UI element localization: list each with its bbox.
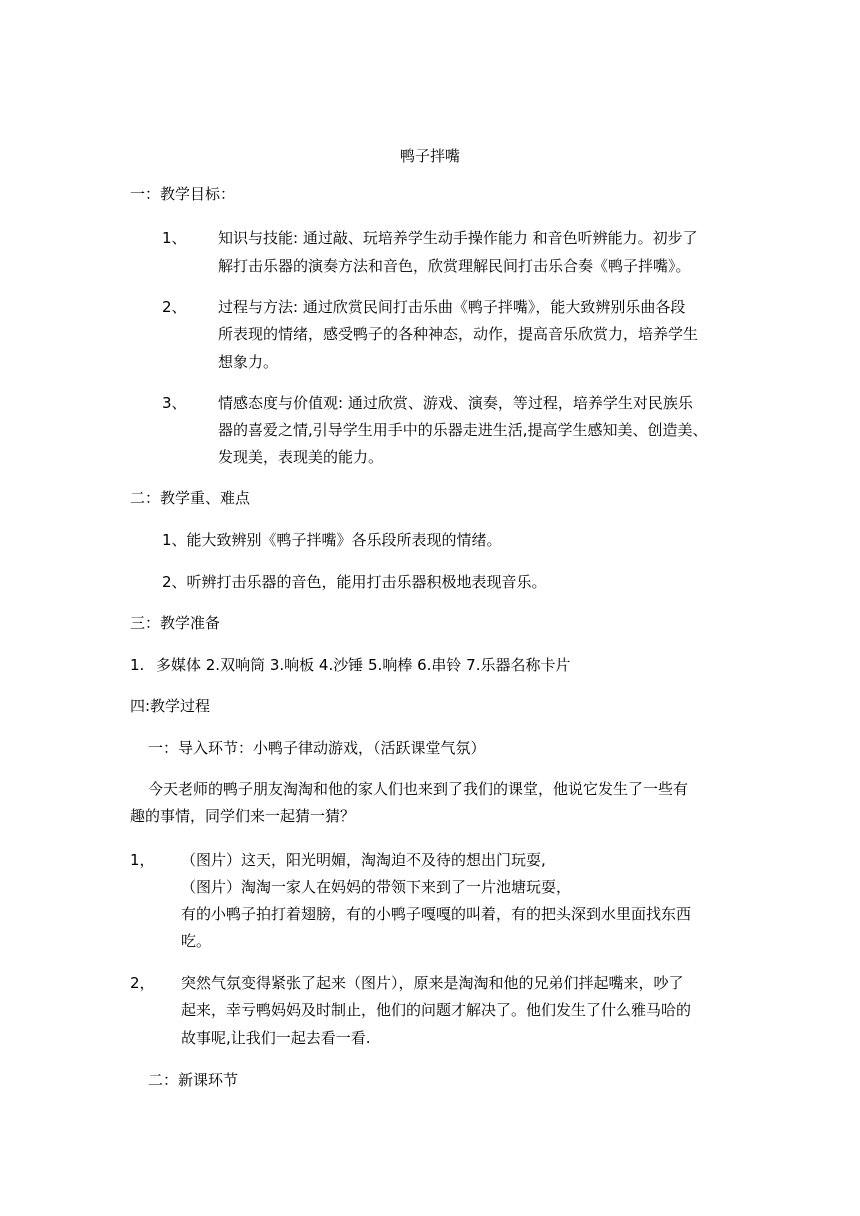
objective-text-line: 知识与技能: 通过敲、玩培养学生动手操作能力 和音色听辨能力。初步了	[218, 229, 698, 247]
subsection-new-lesson: 二：新课环节	[148, 1071, 239, 1089]
story-text-line: （图片）淘淘一家人在妈妈的带领下来到了一片池塘玩耍，	[181, 878, 572, 896]
story-text-line: 起来，幸亏鸭妈妈及时制止，他们的问题才解决了。他们发生了什么雅马哈的	[181, 1001, 692, 1019]
story-number: 1，	[130, 851, 155, 869]
subsection-intro: 一：导入环节：小鸭子律动游戏，（活跃课堂气氛）	[148, 739, 486, 757]
story-text-line: （图片）这天，阳光明媚，淘淘迫不及待的想出门玩耍,	[181, 851, 546, 869]
section-heading-objectives: 一：教学目标：	[130, 185, 236, 203]
objective-number: 1、	[162, 229, 187, 247]
objective-text-line: 想象力。	[218, 353, 279, 371]
objective-text-line: 所表现的情绪，感受鸭子的各种神态，动作，提高音乐欣赏力，培养学生	[218, 325, 699, 343]
objective-text-line: 器的喜爱之情,引导学生用手中的乐器走进生活,提高学生感知美、创造美、	[218, 421, 708, 439]
story-text-line: 突然气氛变得紧张了起来（图片），原来是淘淘和他的兄弟们拌起嘴来，吵了	[181, 974, 684, 992]
objective-text-line: 过程与方法: 通过欣赏民间打击乐曲《鸭子拌嘴》，能大致辨别乐曲各段	[218, 298, 686, 316]
objective-text-line: 情感态度与价值观: 通过欣赏、游戏、演奏，等过程，培养学生对民族乐	[218, 394, 693, 412]
key-point-item: 1、能大致辨别《鸭子拌嘴》各乐段所表现的情绪。	[162, 531, 502, 549]
objective-number: 3、	[162, 394, 187, 412]
story-text-line: 吃。	[181, 932, 212, 950]
section-heading-preparation: 三：教学准备	[130, 614, 221, 632]
key-point-item: 2、听辨打击乐器的音色，能用打击乐器积极地表现音乐。	[162, 573, 547, 591]
intro-text-line: 今天老师的鸭子朋友淘淘和他的家人们也来到了我们的课堂，他说它发生了一些有	[148, 780, 689, 798]
document-title: 鸭子拌嘴	[399, 147, 460, 165]
objective-number: 2、	[162, 298, 187, 316]
objective-text-line: 解打击乐器的演奏方法和音色，欣赏理解民间打击乐合奏《鸭子拌嘴》。	[218, 257, 691, 275]
section-heading-key-points: 二：教学重、难点	[130, 489, 251, 507]
story-text-line: 故事呢,让我们一起去看一看.	[181, 1029, 371, 1047]
intro-text-line: 趣的事情，同学们来一起猜一猜？	[130, 807, 356, 825]
story-text-line: 有的小鸭子拍打着翅膀，有的小鸭子嘎嘎的叫着，有的把头深到水里面找东西	[181, 905, 692, 923]
objective-text-line: 发现美，表现美的能力。	[218, 448, 384, 466]
story-number: 2，	[130, 974, 155, 992]
preparation-text: 多媒体 2.双响筒 3.响板 4.沙锤 5.响棒 6.串铃 7.乐器名称卡片	[156, 656, 571, 674]
section-heading-process: 四:教学过程	[130, 697, 211, 715]
preparation-number: 1.	[130, 656, 145, 674]
